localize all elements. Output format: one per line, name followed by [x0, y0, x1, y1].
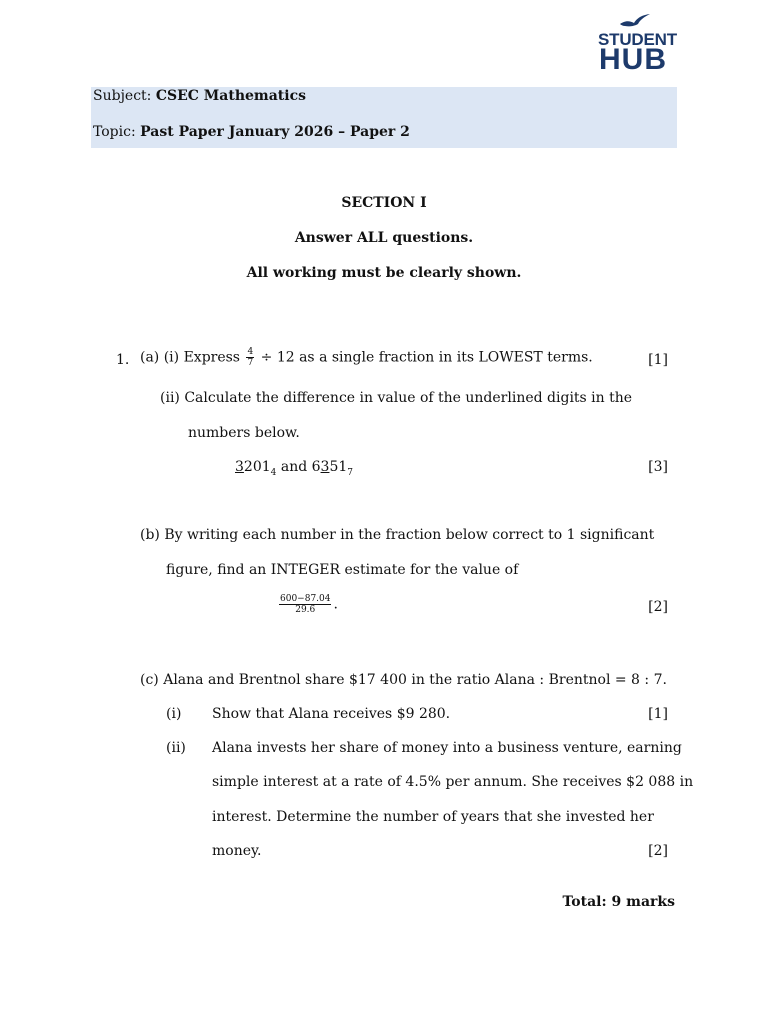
- q1a-i-prefix: (a) (i) Express: [140, 349, 240, 366]
- logo-text-hub: HUB: [599, 43, 667, 76]
- section-instruction-1: Answer ALL questions.: [294, 230, 474, 246]
- fraction-4-7: [246, 347, 254, 368]
- topic-value: Past Paper January 2026 – Paper 2: [140, 124, 410, 140]
- number-1-base: 4: [270, 467, 277, 478]
- fraction-denominator: 29.6: [295, 605, 316, 615]
- q1b-marks: [2]: [648, 599, 668, 615]
- number-2-pre: 6: [311, 459, 321, 475]
- topic-line: [93, 124, 410, 140]
- topic-label: Topic:: [93, 124, 136, 140]
- student-hub-logo: [596, 12, 676, 74]
- underlined-digit-2: 3: [320, 459, 330, 475]
- fraction-numerator: 4: [247, 347, 254, 357]
- q1c-i-text: Show that Alana receives $9 280.: [212, 706, 451, 722]
- q1c-ii-line2: simple interest at a rate of 4.5% per annum. She receives $2 088 in: [212, 774, 694, 790]
- logo-text-student: STUDENT: [598, 30, 677, 49]
- q1c-line1: (c) Alana and Brentnol share $17 400 in the ratio Alana : Brentnol = 8 : 7.: [140, 672, 667, 688]
- q1c-ii-label: (ii): [166, 740, 186, 756]
- q1a-ii-marks: [3]: [648, 459, 668, 475]
- q1a-ii-numbers: [235, 459, 353, 478]
- question-number: 1.: [116, 352, 130, 368]
- subject-label: Subject:: [93, 88, 152, 104]
- section-instruction-2: All working must be clearly shown.: [246, 265, 522, 281]
- q1a-i-suffix: ÷ 12 as a single fraction in its LOWEST terms.: [260, 349, 593, 366]
- bird-icon: [618, 14, 652, 30]
- q1c-i-marks: [1]: [648, 706, 668, 722]
- number-1-rest: 201: [243, 459, 271, 475]
- q1b-line2: figure, find an INTEGER estimate for the value of: [166, 562, 519, 578]
- fraction-period: .: [333, 596, 338, 613]
- fraction-expression: [279, 594, 331, 615]
- fraction-denominator: 7: [247, 358, 254, 368]
- number-2-rest: 51: [329, 459, 348, 475]
- q1c-i-label: (i): [166, 706, 182, 722]
- q1c-ii-marks: [2]: [648, 843, 668, 859]
- q1a-ii-line2: numbers below.: [188, 425, 300, 441]
- q1a-i-marks: [1]: [648, 352, 668, 368]
- q1c-ii-line4: money.: [212, 843, 262, 859]
- total-marks: Total: 9 marks: [562, 894, 675, 910]
- q1b-fraction: [277, 594, 338, 615]
- q1b-line1: (b) By writing each number in the fraction below correct to 1 significant: [140, 527, 655, 543]
- subject-line: [93, 88, 306, 104]
- subject-value: CSEC Mathematics: [155, 88, 306, 104]
- section-title: SECTION I: [341, 195, 427, 211]
- q1a-i-text: [140, 347, 593, 368]
- number-2-base: 7: [347, 467, 354, 478]
- q1c-ii-line3: interest. Determine the number of years that she invested her: [212, 809, 654, 825]
- fraction-numerator: 600−87.04: [280, 594, 331, 604]
- q1c-ii-line1: Alana invests her share of money into a business venture, earning: [212, 740, 682, 756]
- q1a-ii-line1: (ii) Calculate the difference in value of the underlined digits in the: [160, 390, 633, 406]
- underlined-digit-1: 3: [235, 459, 244, 475]
- and-word: and: [280, 459, 308, 475]
